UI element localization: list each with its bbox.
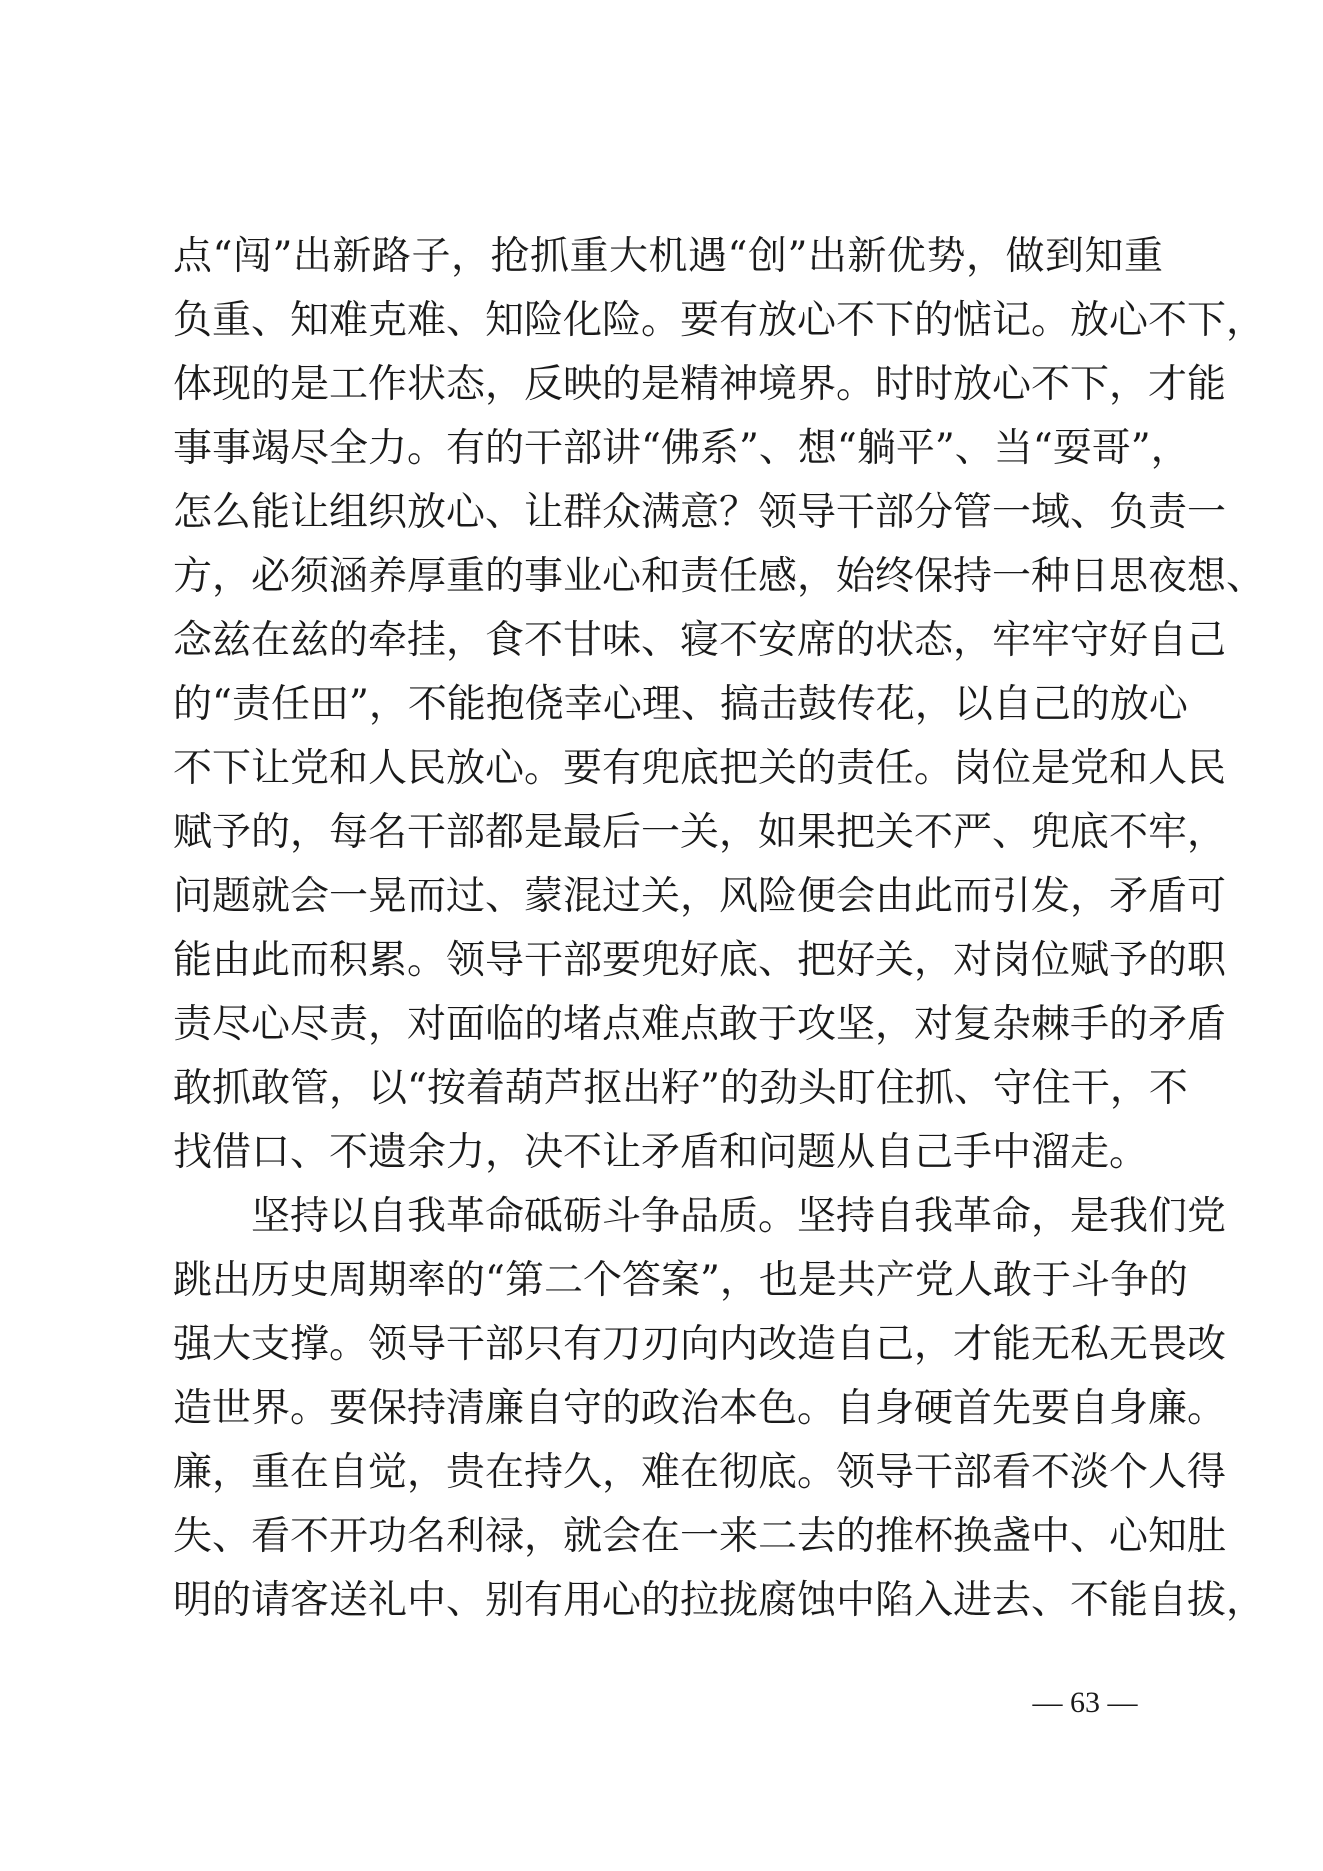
text-line: 廉，重在自觉，贵在持久，难在彻底。领导干部看不淡个人得 — [173, 1450, 1227, 1495]
text-line: 事事竭尽全力。有的干部讲“佛系”、想“躺平”、当“耍哥”， — [173, 426, 1190, 471]
text-line: 明的请客送礼中、别有用心的拉拢腐蚀中陷入进去、不能自拔， — [173, 1578, 1266, 1623]
text-line: 怎么能让组织放心、让群众满意？领导干部分管一域、负责一 — [173, 490, 1227, 535]
body-text — [173, 225, 1266, 1633]
page-number: — 63 — — [1032, 1686, 1138, 1719]
text-line: 责尽心尽责，对面临的堵点难点敢于攻坚，对复杂棘手的矛盾 — [173, 1002, 1227, 1047]
text-line: 强大支撑。领导干部只有刀刃向内改造自己，才能无私无畏改 — [173, 1322, 1227, 1367]
text-line: 负重、知难克难、知险化险。要有放心不下的惦记。放心不下， — [173, 298, 1266, 343]
text-line: 的“责任田”，不能抱侥幸心理、搞击鼓传花，以自己的放心 — [173, 682, 1188, 727]
text-line: 点“闯”出新路子，抢抓重大机遇“创”出新优势，做到知重 — [173, 234, 1163, 279]
text-line: 问题就会一晃而过、蒙混过关，风险便会由此而引发，矛盾可 — [173, 874, 1227, 919]
text-line: 造世界。要保持清廉自守的政治本色。自身硬首先要自身廉。 — [173, 1386, 1227, 1431]
text-line: 方，必须涵养厚重的事业心和责任感，始终保持一种日思夜想、 — [173, 554, 1266, 599]
paragraph-end-line: 找借口、不遗余力，决不让矛盾和问题从自己手中溜走。 — [173, 1130, 1149, 1175]
text-line: 念兹在兹的牵挂，食不甘味、寝不安席的状态，牢牢守好自己 — [173, 618, 1227, 663]
paragraph-first-line: 坚持以自我革命砥砺斗争品质。坚持自我革命，是我们党 — [251, 1194, 1227, 1239]
text-line: 不下让党和人民放心。要有兜底把关的责任。岗位是党和人民 — [173, 746, 1227, 791]
text-line: 失、看不开功名利禄，就会在一来二去的推杯换盏中、心知肚 — [173, 1514, 1227, 1559]
text-line: 敢抓敢管，以“按着葫芦抠出籽”的劲头盯住抓、守住干，不 — [173, 1066, 1188, 1111]
text-line: 能由此而积累。领导干部要兜好底、把好关，对岗位赋予的职 — [173, 938, 1227, 983]
text-line: 跳出历史周期率的“第二个答案”，也是共产党人敢于斗争的 — [173, 1258, 1188, 1303]
text-line: 赋予的，每名干部都是最后一关，如果把关不严、兜底不牢， — [173, 810, 1227, 855]
text-line: 体现的是工作状态，反映的是精神境界。时时放心不下，才能 — [173, 362, 1227, 407]
